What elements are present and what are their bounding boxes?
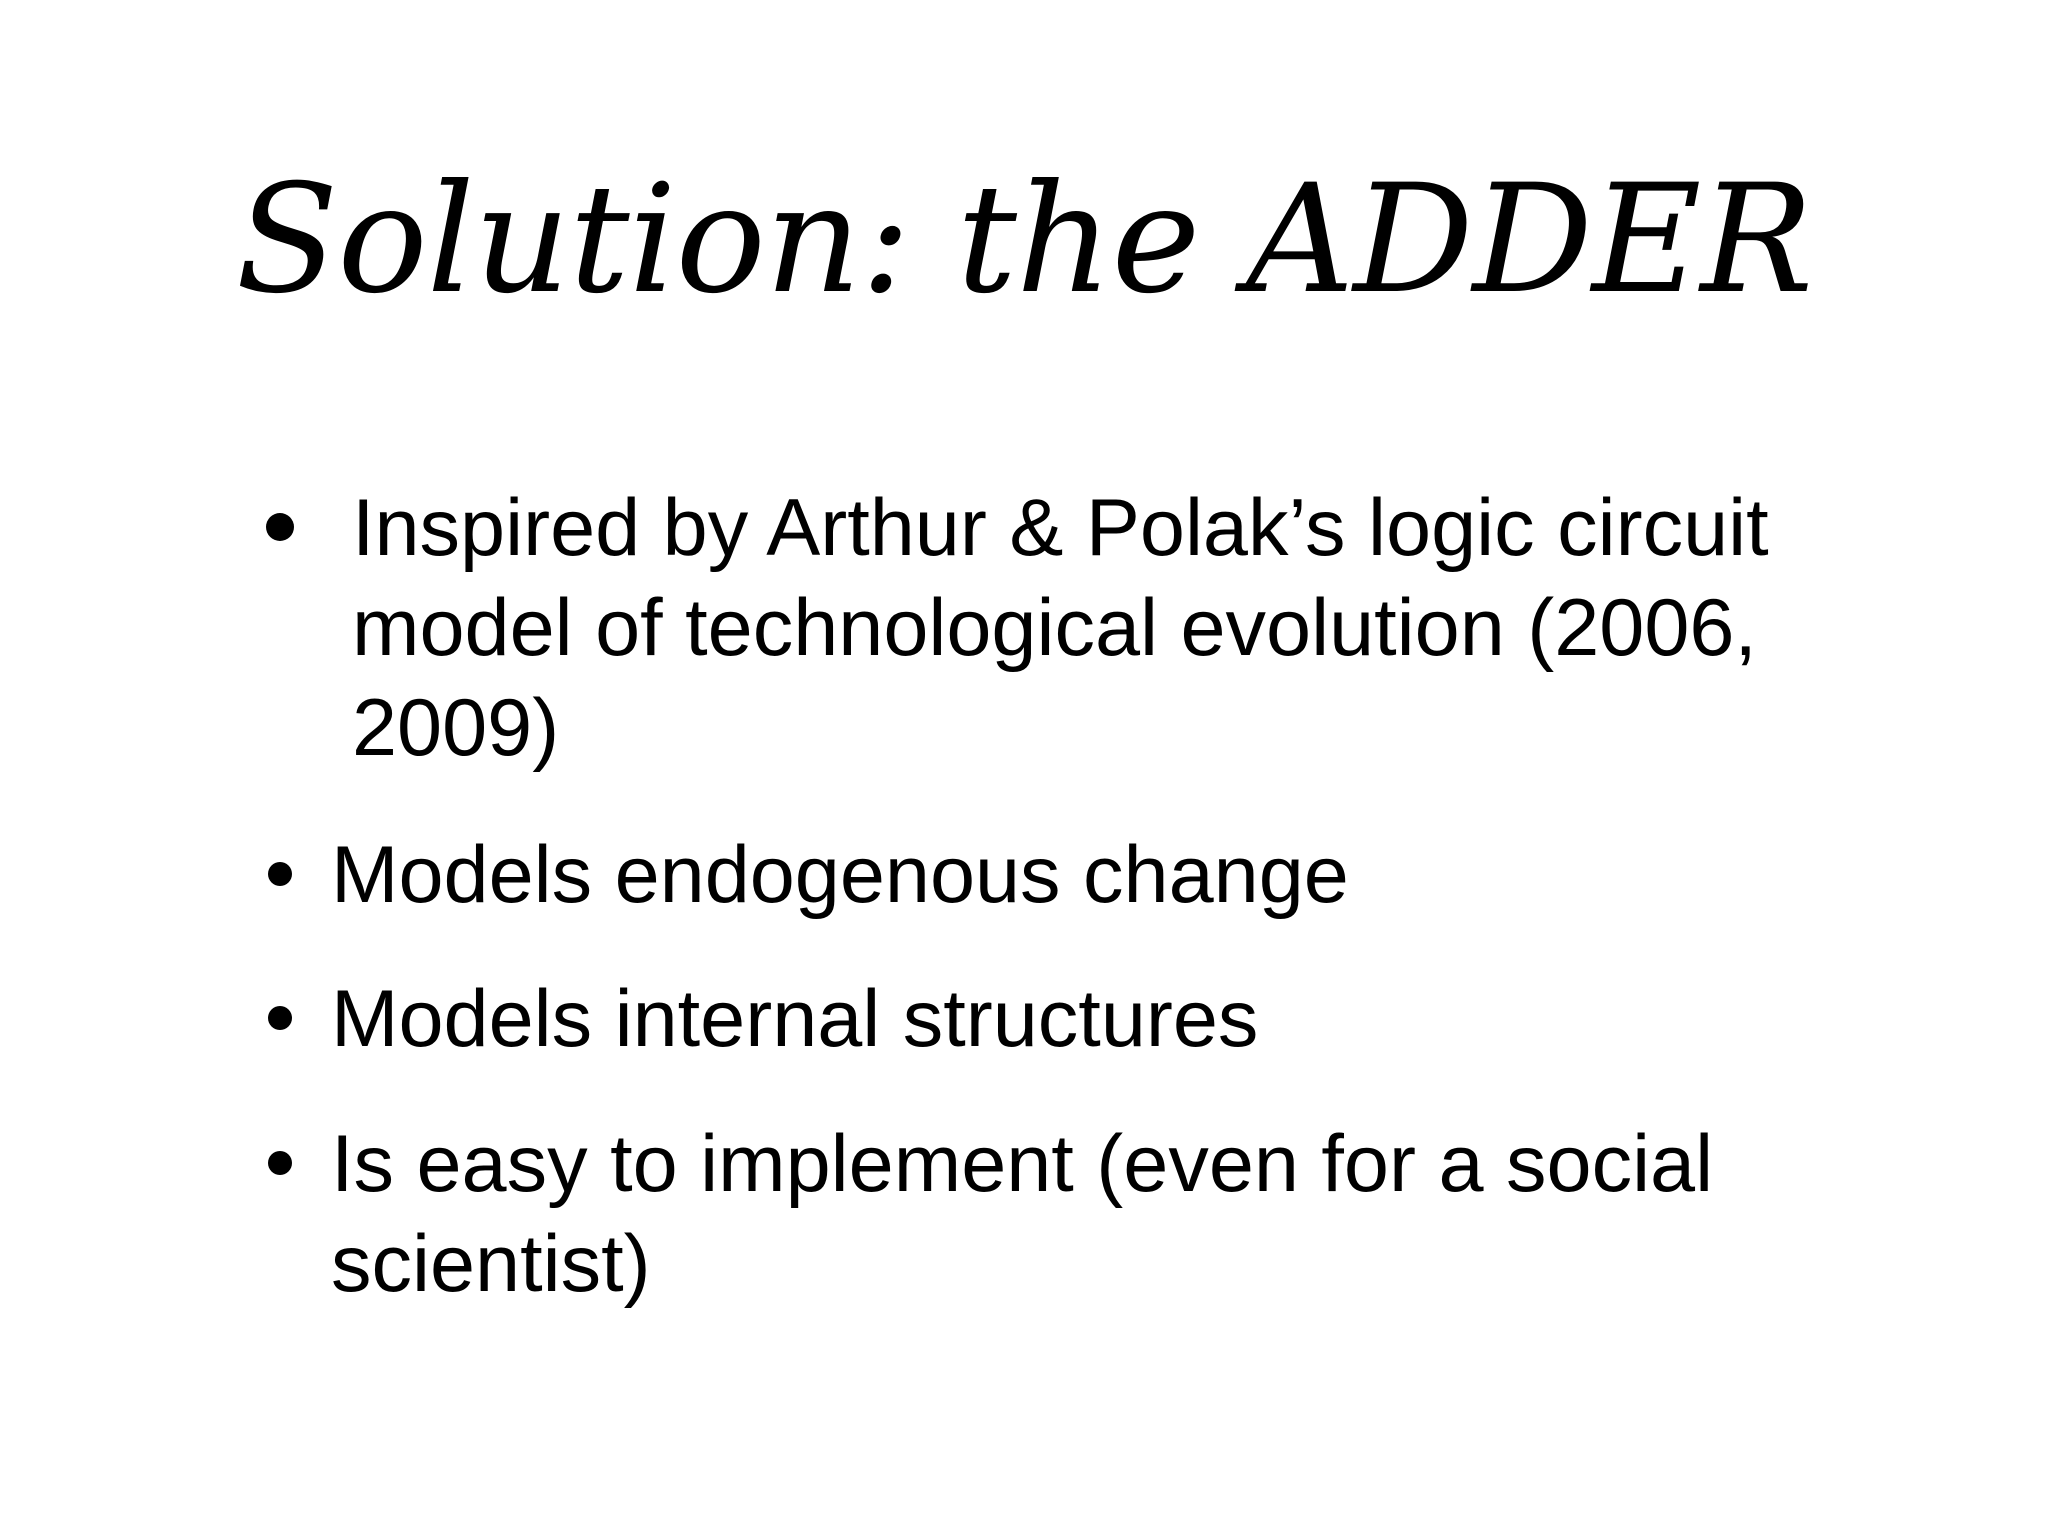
bullet-line: model of technological evolution (2006,	[352, 583, 1757, 673]
bullet-text	[331, 825, 1349, 925]
slide-title: Solution: the ADDER	[235, 153, 1813, 327]
bullet-line: scientist)	[331, 1219, 651, 1309]
bullet-text	[331, 969, 1258, 1069]
bullet-line: 2009)	[352, 683, 560, 773]
bullet-text	[352, 478, 1769, 778]
bullet-dot-icon	[268, 1151, 292, 1175]
bullet-line: Inspired by Arthur & Polak’s logic circuit	[352, 483, 1769, 573]
bullet-line: Models internal structures	[331, 974, 1259, 1064]
bullet-dot-icon	[266, 513, 294, 541]
bullet-line: Models endogenous change	[331, 830, 1349, 920]
bullet-text	[331, 1114, 1713, 1314]
bullet-dot-icon	[268, 1006, 292, 1030]
bullet-dot-icon	[268, 862, 292, 886]
bullet-line: Is easy to implement (even for a social	[331, 1119, 1714, 1209]
